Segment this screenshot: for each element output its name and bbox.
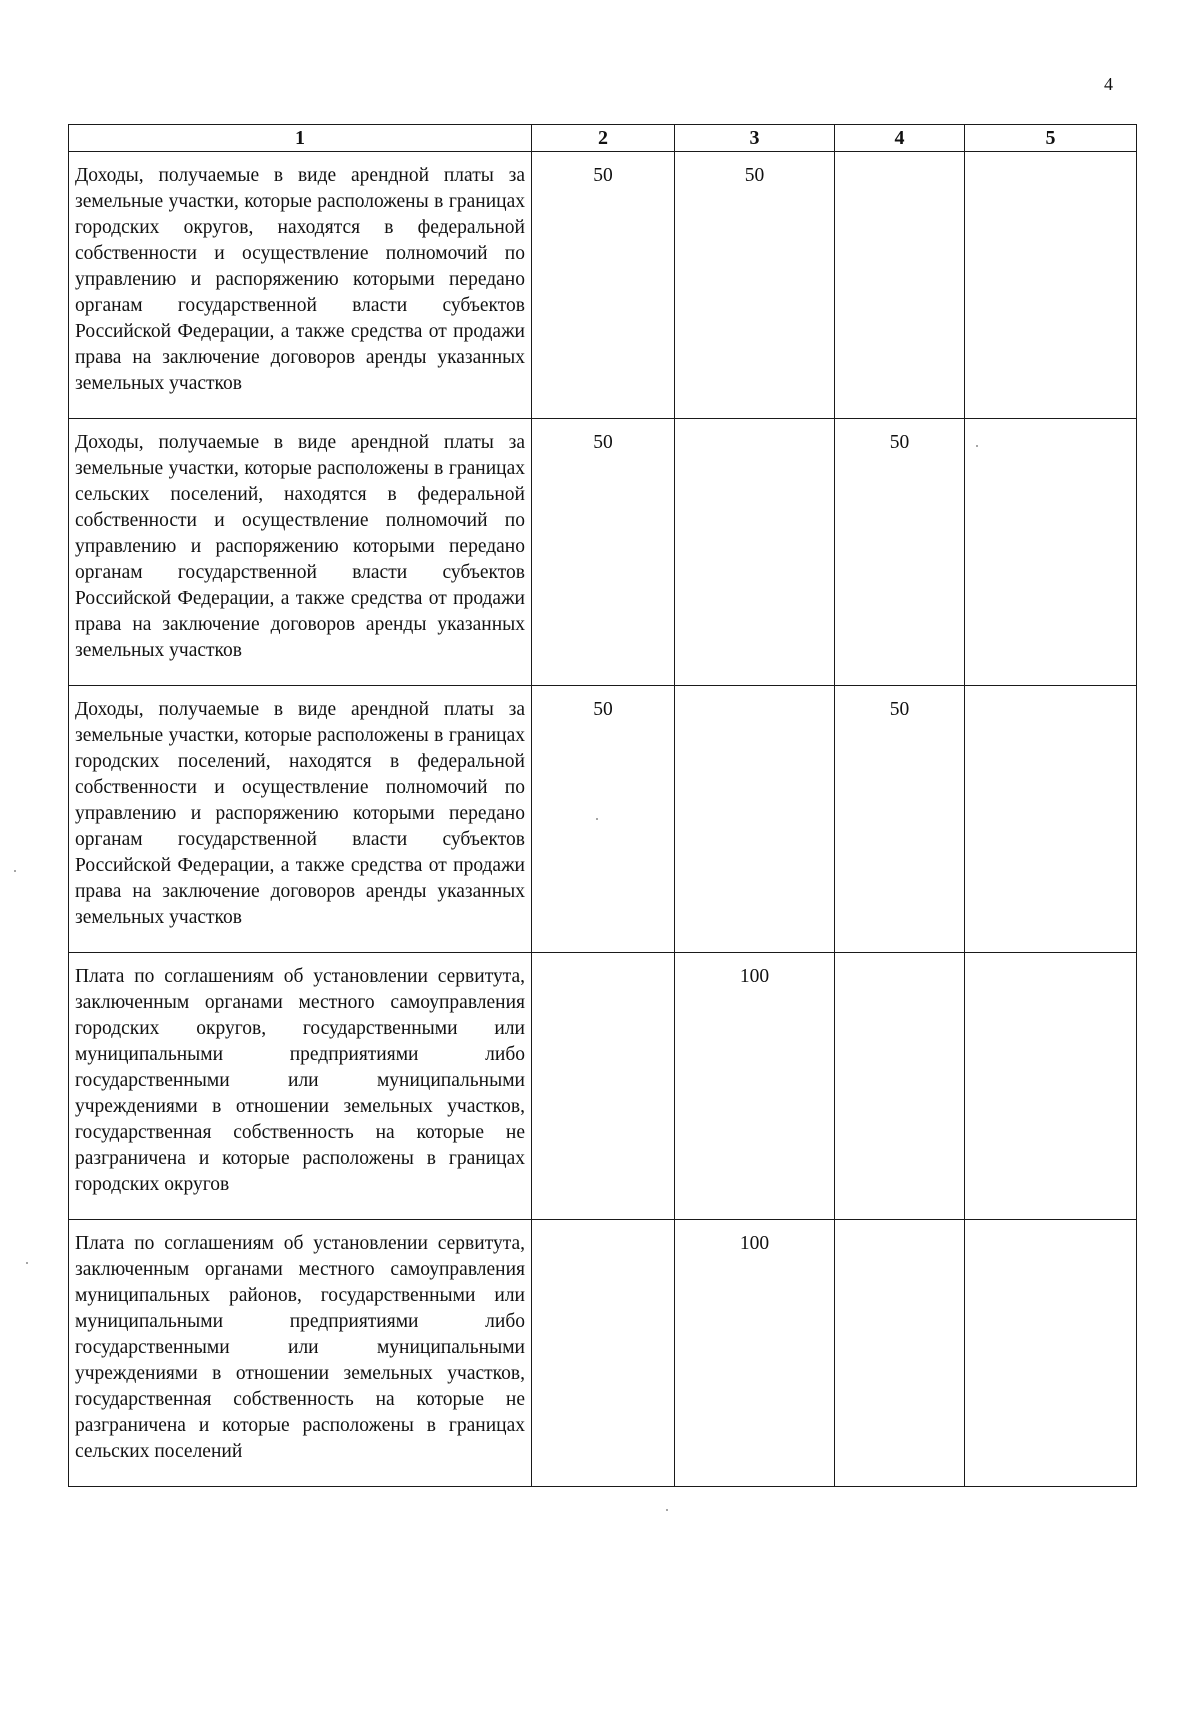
cell-col5: [965, 152, 1137, 419]
cell-col3: [675, 686, 835, 953]
revenue-distribution-table: [68, 124, 1137, 1487]
cell-col3: [675, 419, 835, 686]
cell-col4: [835, 953, 965, 1220]
cell-col4: 50: [835, 419, 965, 686]
page-number: 4: [1104, 74, 1113, 94]
cell-col5: [965, 953, 1137, 1220]
cell-col5: [965, 686, 1137, 953]
cell-col4: [835, 152, 965, 419]
cell-col4: [835, 1220, 965, 1487]
row-description: Доходы, получаемые в виде арендной платы за земельные участки, которые расположены в границах сельских поселений, находятся в федеральной собственности и осуществление полномочий по управлению и распоряжению которыми передано органам государственной власти субъектов Российской Федерации, а также средства от продажи права на заключение договоров аренды указанных земельных участков: [69, 419, 532, 686]
cell-col4: 50: [835, 686, 965, 953]
scan-speck: [14, 870, 16, 872]
column-header-2: 2: [532, 125, 675, 152]
cell-col5: [965, 1220, 1137, 1487]
scan-speck: [666, 1509, 668, 1511]
cell-col2: 50: [532, 152, 675, 419]
table-row: [69, 152, 1137, 419]
column-header-5: 5: [965, 125, 1137, 152]
column-header-4: 4: [835, 125, 965, 152]
column-header-1: 1: [69, 125, 532, 152]
column-header-3: 3: [675, 125, 835, 152]
row-description: Плата по соглашениям об установлении сервитута, заключенным органами местного самоуправления городских округов, государственными или муниципальными предприятиями либо государственными или муниципальными учреждениями в отношении земельных участков, государственная собственность на которые не разграничена и которые расположены в границах городских округов: [69, 953, 532, 1220]
scan-speck: [26, 1262, 28, 1264]
table-header-row: [69, 125, 1137, 152]
cell-col3: 50: [675, 152, 835, 419]
scan-speck: [976, 445, 978, 447]
table-row: [69, 953, 1137, 1220]
cell-col5: [965, 419, 1137, 686]
cell-col3: 100: [675, 953, 835, 1220]
table-row: [69, 686, 1137, 953]
cell-col2: 50: [532, 686, 675, 953]
cell-col3: 100: [675, 1220, 835, 1487]
cell-col2: 50: [532, 419, 675, 686]
cell-col2: [532, 953, 675, 1220]
table-row: [69, 419, 1137, 686]
row-description: Доходы, получаемые в виде арендной платы за земельные участки, которые расположены в границах городских поселений, находятся в федеральной собственности и осуществление полномочий по управлению и распоряжению которыми передано органам государственной власти субъектов Российской Федерации, а также средства от продажи права на заключение договоров аренды указанных земельных участков: [69, 686, 532, 953]
row-description: Плата по соглашениям об установлении сервитута, заключенным органами местного самоуправления муниципальных районов, государственными или муниципальными предприятиями либо государственными или муниципальными учреждениями в отношении земельных участков, государственная собственность на которые не разграничена и которые расположены в границах сельских поселений: [69, 1220, 532, 1487]
cell-col2: [532, 1220, 675, 1487]
table-row: [69, 1220, 1137, 1487]
scan-speck: [596, 818, 598, 820]
row-description: Доходы, получаемые в виде арендной платы за земельные участки, которые расположены в границах городских округов, находятся в федеральной собственности и осуществление полномочий по управлению и распоряжению которыми передано органам государственной власти субъектов Российской Федерации, а также средства от продажи права на заключение договоров аренды указанных земельных участков: [69, 152, 532, 419]
